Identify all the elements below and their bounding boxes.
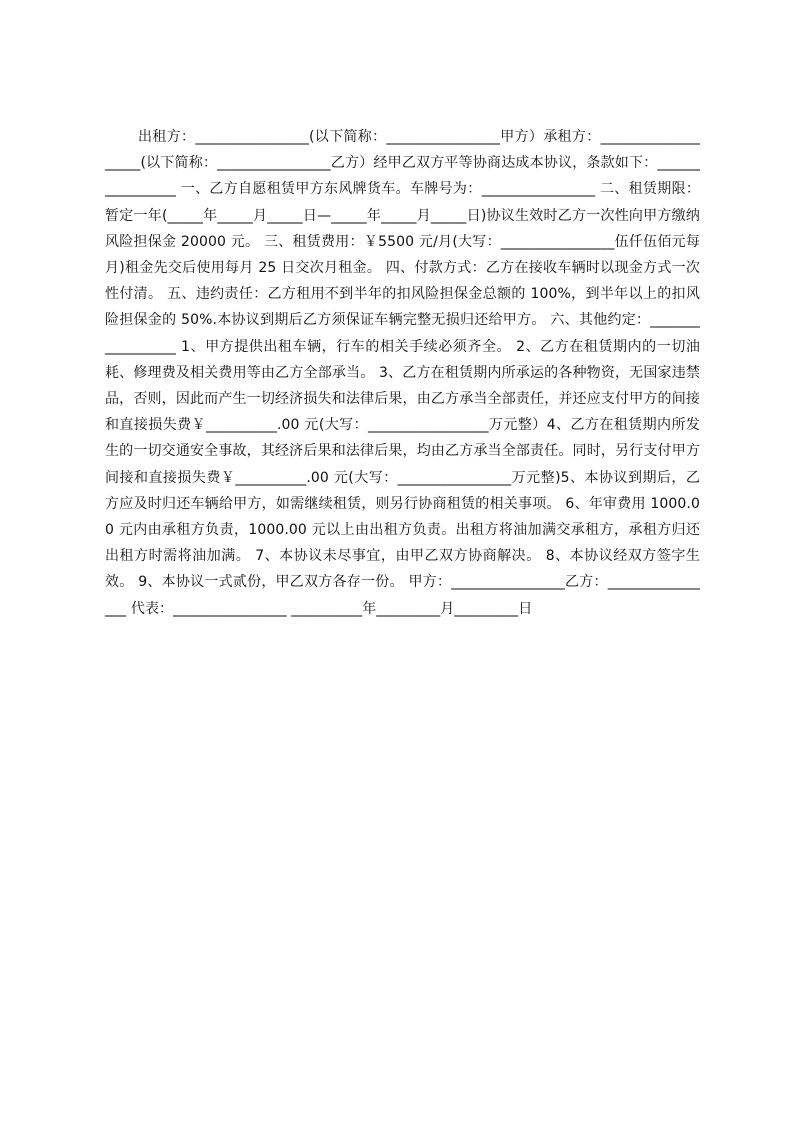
contract-body-text: 出租方：________________(以下简称：________________甲方）承租方：___________________(以下简称：________________乙方）经甲乙双方平等协商达成本协议，条款如下：________________ 一、乙方自愿租赁甲方东风牌货车。车牌号为：________________ 二、租赁期限：暂定一年(_____年_____月_____日—_____年_____月_____日)协议生效时乙方一次性向甲方缴纳风险担保金 20000 元。 三、租赁费用：￥5500 元/月(大写：________________伍仟伍佰元每月)租金先交后使用每月 25 日交次月租金。 四、付款方式：乙方在接收车辆时以现金方式一次性付清。 五、违约责任：乙方租用不到半年的扣风险担保金总额的 100%，到半年以上的扣风险担保金的 50%.本协议到期后乙方须保证车辆完整无损归还给甲方。 六、其他约定：_________________ 1、甲方提供出租车辆，行车的相关手续必须齐全。 2、乙方在租赁期内的一切油耗、修理费及相关费用等由乙方全部承当。 3、乙方在租赁期内所承运的各种物资，无国家违禁品，否则，因此而产生一切经济损失和法律后果，由乙方承当全部责任，并还应支付甲方的间接和直接损失费￥__________.00 元(大写：_________________万元整）4、乙方在租赁期内所发生的一切交通安全事故，其经济后果和法律后果，均由乙方承当全部责任。同时，另行支付甲方间接和直接损失费￥__________.00 元(大写：________________万元整)5、本协议到期后，乙方应及时归还车辆给甲方，如需继续租赁，则另行协商租赁的相关事项。 6、年审费用 1000.00 元内由承租方负责，1000.00 元以上由出租方负责。出租方将油加满交承租方，承租方归还出租方时需将油加满。 7、本协议未尽事宜，由甲乙双方协商解决。 8、本协议经双方签字生效。 9、本协议一式贰份，甲乙双方各存一份。 甲方：________________乙方：________________ 代表：________________ __________年_________月_________日 bbox=[105, 129, 700, 617]
